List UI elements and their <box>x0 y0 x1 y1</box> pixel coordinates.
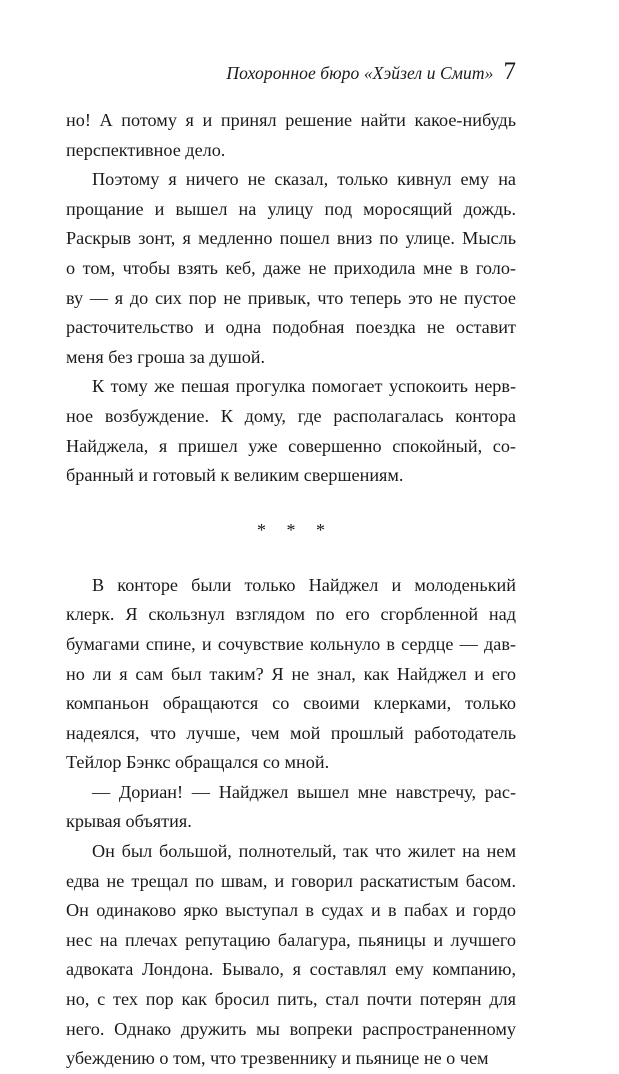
page-number: 7 <box>503 58 516 85</box>
text-line: Раскрыв зонт, я медленно пошел вниз по улице. Мысль <box>66 228 516 249</box>
text-line: Поэтому я ничего не сказал, только кивнул ему на <box>92 169 516 190</box>
paragraph <box>66 571 516 778</box>
text-line: нес на плечах репутацию балагура, пьяницы и лучшего <box>66 929 516 950</box>
text-line: Он одинаково ярко выступал в судах и в пабах и гордо <box>66 900 516 921</box>
text-line: но, с тех пор как бросил пить, стал почти потерян для <box>66 989 516 1010</box>
text-line: клерк. Я скользнул взглядом по его сгорбленной над <box>66 604 516 625</box>
paragraph <box>66 165 516 372</box>
text-line: — Дориан! — Найджел вышел мне навстречу, рас- <box>92 781 516 802</box>
text-line: расточительство и одна подобная поездка не оставит <box>66 317 516 338</box>
text-line: перспективное дело. <box>66 139 226 160</box>
paragraph <box>66 837 516 1074</box>
paragraph <box>66 778 516 837</box>
text-line: но! А потому я и принял решение найти какое-нибудь <box>66 110 516 130</box>
text-line: бумагами спине, и сочувствие кольнуло в сердце — дав- <box>66 633 516 654</box>
section-1 <box>66 106 516 491</box>
text-line: но ли я сам был таким? Я не знал, как Найджел и его <box>66 663 516 684</box>
text-line: меня без гроша за душой. <box>66 346 266 367</box>
text-line: крывая объятия. <box>66 811 192 832</box>
text-line: надеялся, что лучше, чем мой прошлый работодатель <box>66 722 516 743</box>
text-line: о том, чтобы взять кеб, даже не приходила мне в голо- <box>66 257 516 278</box>
text-line: убеждению о том, что трезвеннику и пьянице не о чем <box>66 1048 489 1069</box>
text-line: едва не трещал по швам, и говорил раскатистым басом. <box>66 870 516 891</box>
section-break: * * * <box>257 520 333 541</box>
running-title: Похоронное бюро «Хэйзел и Смит» <box>226 63 494 83</box>
text-line: адвоката Лондона. Бывало, я составлял ему компанию, <box>66 959 516 980</box>
running-header <box>66 58 516 98</box>
book-page <box>66 58 516 1074</box>
body-text <box>66 106 516 1074</box>
text-line: компаньон обращаются со своими клерками, только <box>66 693 516 714</box>
text-line: прощание и вышел на улицу под моросящий дождь. <box>66 198 516 219</box>
text-line: Найджела, я пришел уже совершенно спокойный, со- <box>66 435 516 456</box>
text-line: Тейлор Бэнкс обращался со мной. <box>66 752 330 773</box>
text-line: К тому же пешая прогулка помогает успокоить нерв- <box>92 376 516 397</box>
text-line: В конторе были только Найджел и молоденький <box>92 574 516 595</box>
text-line: ное возбуждение. К дому, где располагалась контора <box>66 405 516 426</box>
section-2 <box>66 571 516 1074</box>
text-line: него. Однако дружить мы вопреки распространенному <box>66 1018 516 1039</box>
text-line: Он был большой, полнотелый, так что жилет на нем <box>92 841 516 862</box>
paragraph <box>66 372 516 490</box>
text-line: ву — я до сих пор не привык, что теперь это не пустое <box>66 287 516 308</box>
paragraph <box>66 106 516 165</box>
text-line: бранный и готовый к великим свершениям. <box>66 465 404 486</box>
